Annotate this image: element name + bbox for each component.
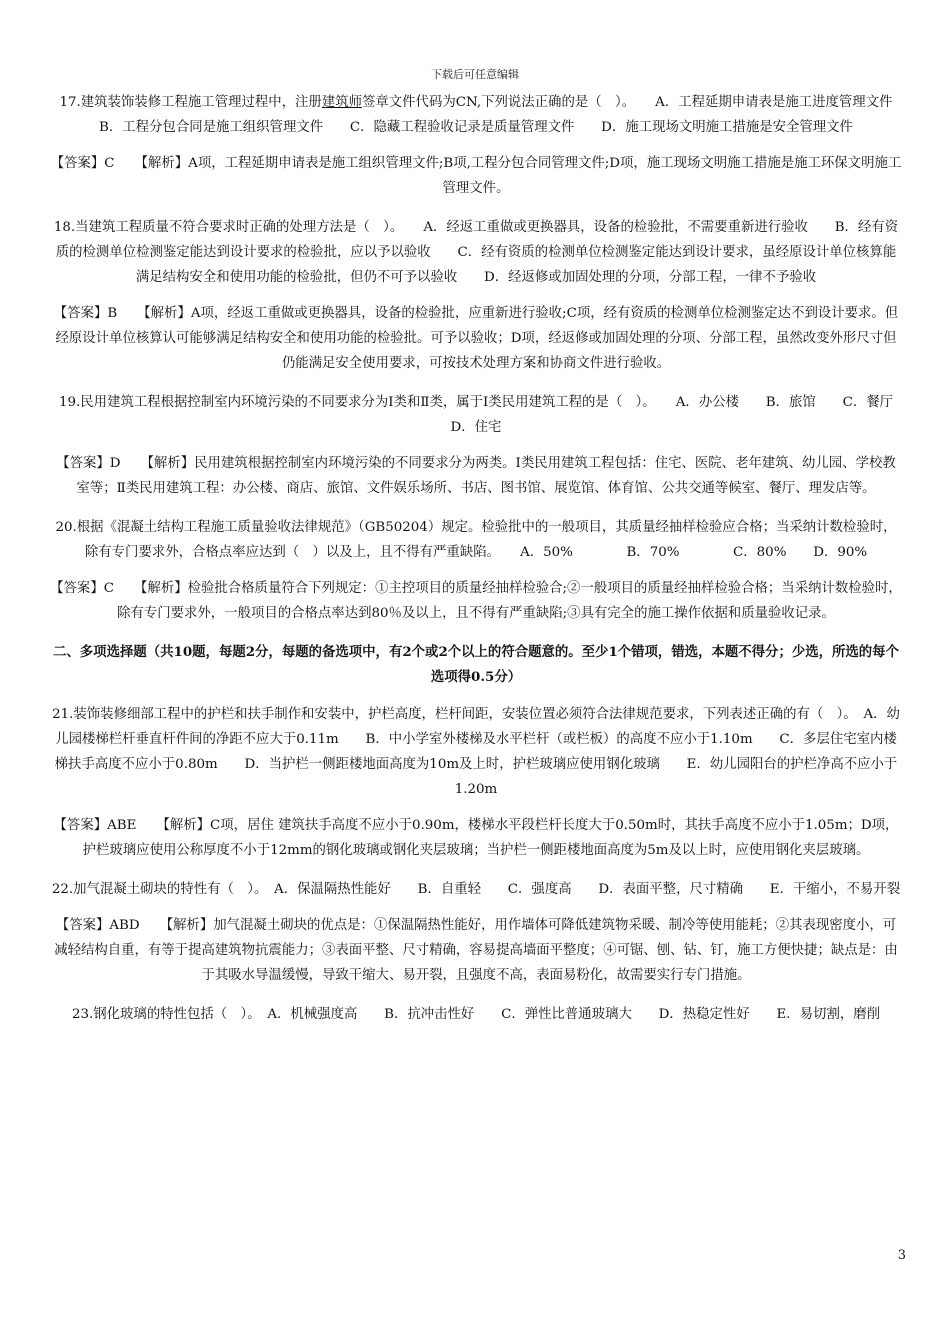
answer-19: 【答案】D 【解析】民用建筑根据控制室内环境污染的不同要求分为两类。Ⅰ类民用建筑工程包括：住宅、医院、老年建筑、幼儿园、学校教室等；Ⅱ类民用建筑工程：办公楼、商店、旅馆、文件娱乐场所、书店、图书馆、展览馆、体育馆、公共交通等候室、餐厅、理发店等。 xyxy=(56,456,896,496)
question-22: 22.加气混凝土砌块的特性有（ ）。 A．保温隔热性能好 B．自重轻 C．强度高 D．表面平整，尺寸精确 E．干缩小，不易开裂 xyxy=(51,882,901,897)
question-19: 19.民用建筑工程根据控制室内环境污染的不同要求分为Ⅰ类和Ⅱ类，属于Ⅰ类民用建筑工程的是（ ）。 A．办公楼 B．旅馆 C．餐厅 D．住宅 xyxy=(59,395,920,435)
question-17-text-end: 签章文件代码为CN,下列说法正确的是（ ）。 A．工程延期申请表是施工进度管理文件 B．工程分包合同是施工组织管理文件 C．隐藏工程验收记录是质量管理文件 D．施工现场文明施工措施是安全管理文件 xyxy=(99,95,920,135)
question-21: 21.装饰装修细部工程中的护栏和扶手制作和安装中，护栏高度，栏杆间距，安装位置必须符合法律规范要求，下列表述正确的有（ ）。 A．幼儿园楼梯栏杆垂直杆件间的净距不应大于0.11m B．中小学室外楼梯及水平栏杆（或栏板）的高度不应小于1.10m C．多层住宅室内楼梯扶手高度不应小于0.80m D．当护栏一侧距楼地面高度为10m及上时，护栏玻璃应使用钢化玻璃 E．幼儿园阳台的护栏净高不应小于1.20m xyxy=(52,707,900,797)
page-content xyxy=(50,90,920,1038)
question-17-underlined-term: 建筑师 xyxy=(321,95,362,110)
answer-18: 【答案】B 【解析】A项，经返工重做或更换器具，设备的检验批，应重新进行验收;C项，经有资质的检测单位检测鉴定达不到设计要求。但经原设计单位核算认可能够满足结构安全和使用功能的检验批。可予以验收；D项，经返修或加固处理的分项、分部工程，虽然改变外形尺寸但仍能满足安全使用要求，可按技术处理方案和协商文件进行验收。 xyxy=(53,306,899,371)
page-header-note: 下载后可任意编辑 xyxy=(431,68,519,81)
answer-21: 【答案】ABE 【解析】C项，居住 建筑扶手高度不应小于0.90m，楼梯水平段栏杆长度大于0.50m时，其扶手高度不应小于1.05m；D项，护栏玻璃应使用公称厚度不小于12mm的钢化玻璃或钢化夹层玻璃；当护栏一侧距楼地面高度为5m及以上时，应使用钢化夹层玻璃。 xyxy=(53,818,899,858)
question-18: 18.当建筑工程质量不符合要求时正确的处理方法是（ ）。 A．经返工重做或更换器具，设备的检验批，不需要重新进行验收 B．经有资质的检测单位检测鉴定能达到设计要求的检验批，应以予以验收 C．经有资质的检测单位检测鉴定能达到设计要求，虽经原设计单位核算能满足结构安全和使用功能的检验批，但仍不可予以验收 D．经返修或加固处理的分项，分部工程，一律不予验收 xyxy=(53,220,899,285)
answer-20: 【答案】C 【解析】检验批合格质量符合下列规定：①主控项目的质量经抽样检验合;②一般项目的质量经抽样检验合格；当采纳计数检验时，除有专门要求外，一般项目的合格点率达到80％及以上，且不得有严重缺陷;③具有完全的施工操作依据和质量验收记录。 xyxy=(50,581,902,621)
answer-22: 【答案】ABD 【解析】加气混凝土砌块的优点是：①保温隔热性能好，用作墙体可降低建筑物采暖、制冷等使用能耗；②其表现密度小，可减轻结构自重，有等于提高建筑物抗震能力；③表面平整、尺寸精确，容易提高墙面平整度；④可锯、刨、钻、钉，施工方便快捷；缺点是：由于其吸水导温缓慢，导致干缩大、易开裂，且强度不高，表面易粉化，故需要实行专门措施。 xyxy=(54,918,898,983)
page-number: 3 xyxy=(897,1248,906,1263)
section-heading-multiple-choice: 二、多项选择题（共10题，每题2分，每题的备选项中，有2个或2个以上的符合题意的。至少1个错项，错选，本题不得分；少选，所选的每个选项得0.5分） xyxy=(53,644,899,685)
question-17-text-start: 17.建筑装饰装修工程施工管理过程中，注册 xyxy=(59,95,322,110)
question-20: 20.根据《混凝土结构工程施工质量验收法律规范》（GB50204）规定。检验批中的一般项目，其质量经抽样检验应合格；当采纳计数检验时，除有专门要求外，合格点率应达到（ ）以及上，且不得有严重缺陷。 A．50% B．70% C．80% D．90% xyxy=(55,520,897,560)
answer-17: 【答案】C 【解析】A项，工程延期申请表是施工组织管理文件;B项,工程分包合同管理文件;D项，施工现场文明施工措施是施工环保文明施工管理文件。 xyxy=(50,156,902,196)
question-17 xyxy=(50,90,920,140)
question-23: 23.钢化玻璃的特性包括（ ）。 A．机械强度高 B．抗冲击性好 C．弹性比普通玻璃大 D．热稳定性好 E．易切割，磨削 xyxy=(71,1007,881,1022)
